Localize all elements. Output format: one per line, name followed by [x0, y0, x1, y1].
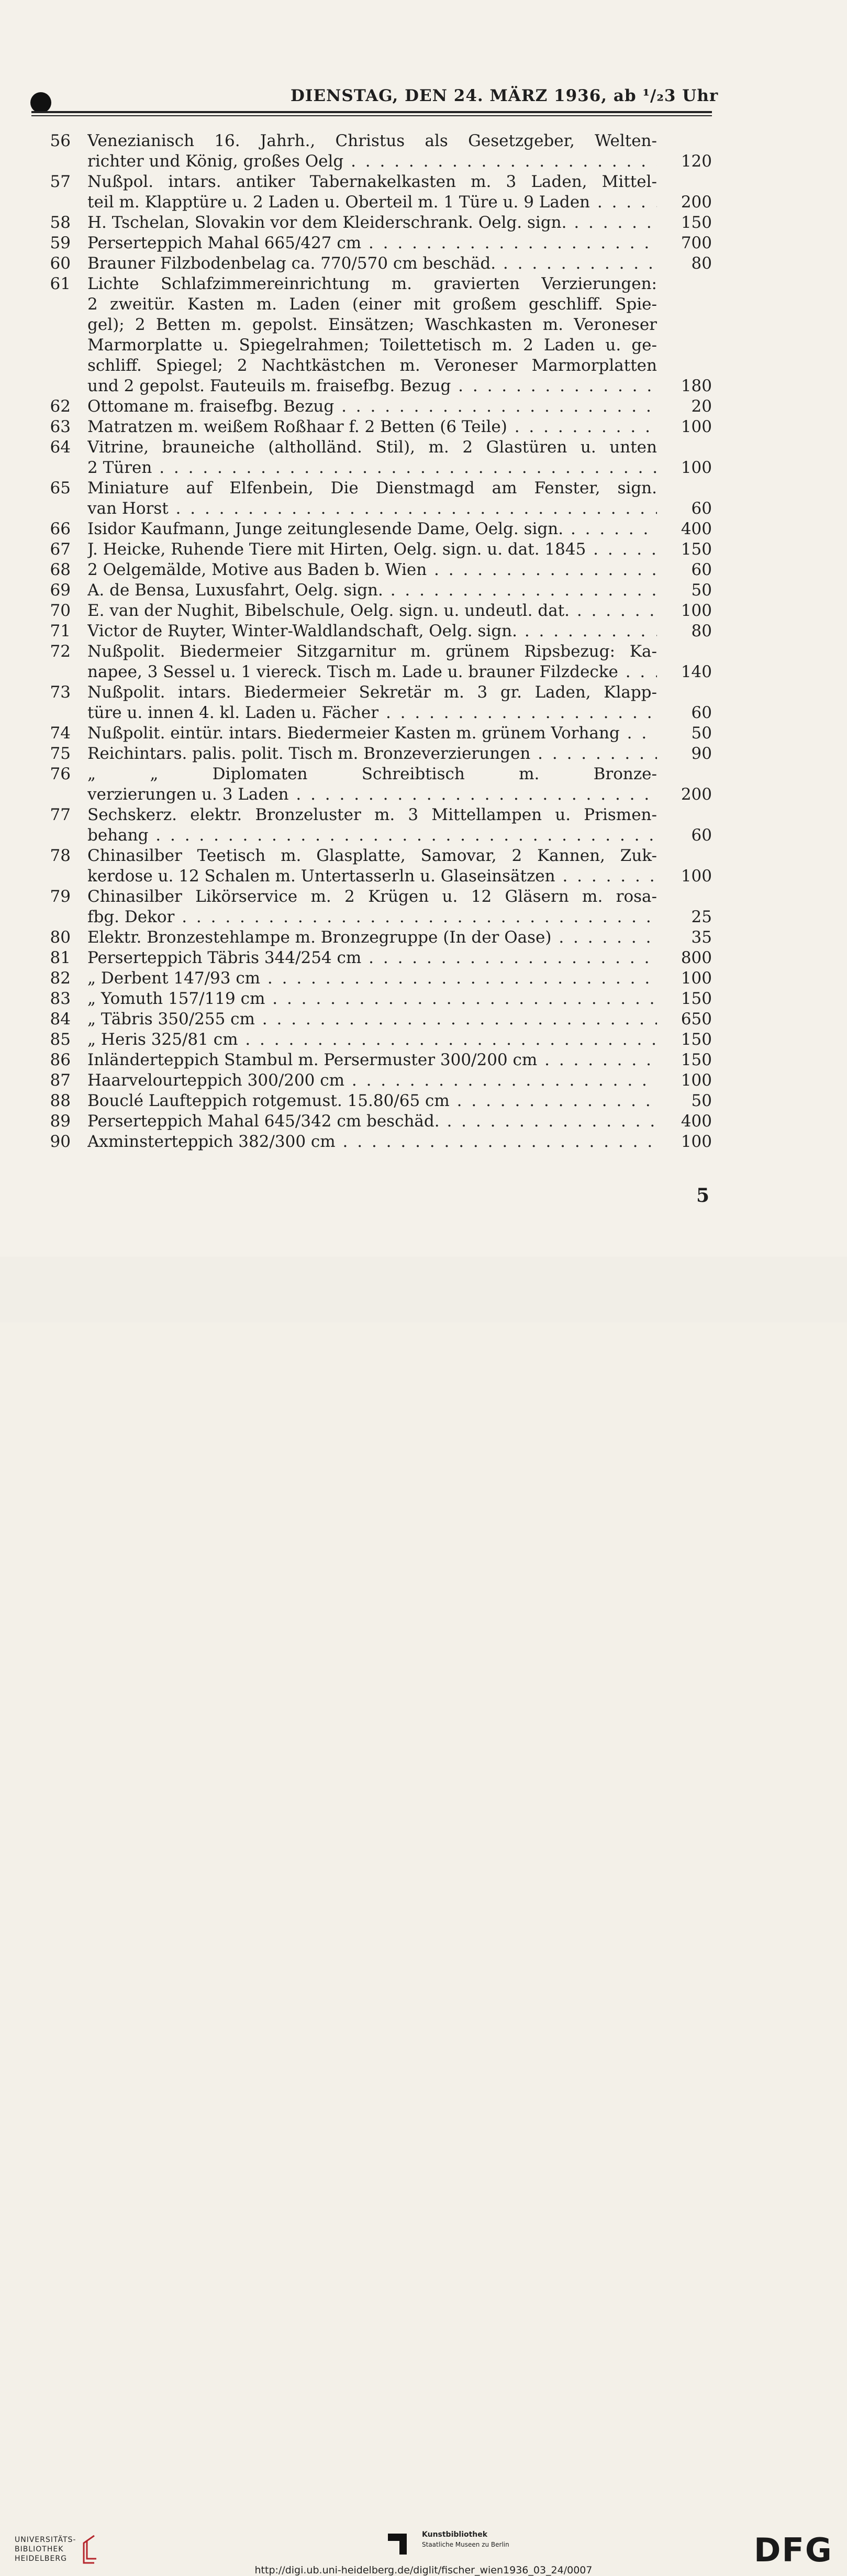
lot-number: 68: [50, 560, 71, 579]
lot-entry: [47, 927, 712, 948]
university-library-icon: [79, 2534, 99, 2566]
lot-entry: [47, 1091, 712, 1111]
lot-line: [47, 560, 712, 580]
lot-line: [47, 744, 712, 764]
lot-description: behang . . .: [87, 825, 657, 846]
lot-line: [47, 131, 712, 151]
lot-description: Miniature auf Elfenbein, Die Dienstmagd am Fenster, sign.: [87, 479, 657, 497]
university-line: BIBLIOTHEK: [15, 2545, 64, 2553]
lot-price: 150: [681, 1051, 712, 1069]
lot-description: gel); 2 Betten m. gepolst. Einsätzen; Waschkasten m. Veroneser: [87, 315, 657, 334]
header-rule-thin: [31, 115, 712, 116]
lot-description: „ Heris 325/81 cm . . .: [87, 1030, 657, 1050]
lot-list: [47, 131, 712, 1152]
lot-line: [47, 396, 712, 417]
lot-price: 150: [681, 989, 712, 1008]
lot-line: [47, 1030, 712, 1050]
lot-number: 74: [50, 724, 71, 743]
lot-line: [47, 989, 712, 1009]
lot-line: [47, 846, 712, 866]
lot-number: 82: [50, 969, 71, 988]
lot-number: 64: [50, 438, 71, 457]
university-library-logo-text: [15, 2535, 76, 2563]
lot-number: 80: [50, 928, 71, 947]
lot-number: 88: [50, 1091, 71, 1110]
lot-line: [47, 662, 712, 682]
lot-price: 100: [681, 1071, 712, 1090]
lot-description: teil m. Klapptüre u. 2 Laden u. Oberteil m. 1 Türe u. 9 Laden . . .: [87, 192, 657, 213]
lot-line: [47, 335, 712, 356]
lot-entry: [47, 539, 712, 560]
lot-line: [47, 825, 712, 846]
lot-description: van Horst . . .: [87, 499, 657, 519]
lot-description: Marmorplatte u. Spiegelrahmen; Toilettetisch m. 2 Laden u. ge-: [87, 336, 657, 355]
lot-description: Axminsterteppich 382/300 cm . . .: [87, 1132, 657, 1152]
lot-price: 400: [681, 1112, 712, 1131]
lot-entry: [47, 1009, 712, 1030]
lot-line: [47, 907, 712, 927]
lot-line: [47, 642, 712, 662]
lot-description: kerdose u. 12 Schalen m. Untertasserln u. Glaseinsätzen . . .: [87, 866, 657, 887]
lot-description: Nußpolit. eintür. intars. Biedermeier Kasten m. grünem Vorhang . . .: [87, 723, 657, 744]
lot-line: [47, 580, 712, 601]
lot-number: 76: [50, 765, 71, 783]
lot-price: 120: [681, 152, 712, 171]
lot-description: 2 Türen . . .: [87, 458, 657, 478]
lot-description: fbg. Dekor . . .: [87, 907, 657, 927]
lot-entry: [47, 131, 712, 172]
lot-line: [47, 172, 712, 192]
kb-subtitle: Staatliche Museen zu Berlin: [422, 2541, 509, 2548]
lot-price: 650: [681, 1010, 712, 1029]
lot-description: 2 zweitür. Kasten m. Laden (einer mit großem geschliff. Spie-: [87, 295, 657, 314]
lot-number: 61: [50, 274, 71, 293]
lot-line: [47, 437, 712, 458]
lot-number: 73: [50, 683, 71, 702]
lot-description: türe u. innen 4. kl. Laden u. Fächer . . .: [87, 703, 657, 723]
lot-entry: [47, 846, 712, 887]
lot-description: Vitrine, brauneiche (altholländ. Stil), m. 2 Glastüren u. unten: [87, 438, 657, 457]
lot-number: 84: [50, 1010, 71, 1029]
lot-number: 78: [50, 846, 71, 865]
lot-entry: [47, 723, 712, 744]
lot-entry: [47, 1132, 712, 1152]
lot-number: 60: [50, 254, 71, 273]
lot-description: Reichintars. palis. polit. Tisch m. Bronzeverzierungen . . .: [87, 744, 657, 764]
catalog-page: [0, 0, 847, 1257]
lot-description: napee, 3 Sessel u. 1 viereck. Tisch m. Lade u. brauner Filzdecke . . .: [87, 662, 657, 682]
lot-entry: [47, 682, 712, 723]
lot-line: [47, 1132, 712, 1152]
lot-entry: [47, 1030, 712, 1050]
lot-number: 58: [50, 213, 71, 232]
lot-number: 72: [50, 642, 71, 661]
lot-line: [47, 539, 712, 560]
lot-description: Isidor Kaufmann, Junge zeitunglesende Dame, Oelg. sign. . . .: [87, 519, 657, 539]
lot-description: und 2 gepolst. Fauteuils m. fraisefbg. Bezug . . .: [87, 376, 657, 396]
lot-entry: [47, 560, 712, 580]
lot-entry: [47, 1111, 712, 1132]
lot-price: 180: [681, 377, 712, 395]
lot-price: 25: [691, 908, 712, 926]
kunstbibliothek-icon: [388, 2530, 415, 2558]
lot-entry: [47, 172, 712, 213]
lot-description: Venezianisch 16. Jahrh., Christus als Gesetzgeber, Welten-: [87, 131, 657, 150]
lot-line: [47, 621, 712, 642]
lot-price: 800: [681, 948, 712, 967]
lot-description: „ Yomuth 157/119 cm . . .: [87, 989, 657, 1009]
lot-number: 75: [50, 744, 71, 763]
lot-entry: [47, 968, 712, 989]
lot-price: 700: [681, 234, 712, 252]
lot-number: 89: [50, 1112, 71, 1131]
lot-description: richter und König, großes Oelg . . .: [87, 151, 657, 172]
lot-number: 70: [50, 601, 71, 620]
lot-description: „ Derbent 147/93 cm . . .: [87, 968, 657, 989]
lot-line: [47, 274, 712, 294]
lot-entry: [47, 213, 712, 233]
lot-entry: [47, 642, 712, 682]
lot-price: 60: [691, 703, 712, 722]
lot-line: [47, 519, 712, 539]
lot-entry: [47, 233, 712, 253]
lot-number: 66: [50, 519, 71, 538]
lot-line: [47, 948, 712, 968]
lot-description: verzierungen u. 3 Laden . . .: [87, 784, 657, 805]
lot-entry: [47, 1070, 712, 1091]
lot-line: [47, 703, 712, 723]
lot-line: [47, 151, 712, 172]
lot-line: [47, 1009, 712, 1030]
lot-entry: [47, 274, 712, 396]
lot-entry: [47, 417, 712, 437]
lot-price: 80: [691, 254, 712, 273]
lot-price: 140: [681, 662, 712, 681]
lot-entry: [47, 764, 712, 805]
lot-price: 100: [681, 601, 712, 620]
lot-description: Chinasilber Likörservice m. 2 Krügen u. 12 Gläsern m. rosa-: [87, 887, 657, 906]
lot-line: [47, 213, 712, 233]
lot-entry: [47, 887, 712, 927]
lot-entry: [47, 989, 712, 1009]
lot-line: [47, 192, 712, 213]
lot-entry: [47, 253, 712, 274]
lot-description: Sechskerz. elektr. Bronzeluster m. 3 Mittellampen u. Prismen-: [87, 805, 657, 824]
lot-line: [47, 887, 712, 907]
lot-number: 87: [50, 1071, 71, 1090]
lot-description: Victor de Ruyter, Winter-Waldlandschaft, Oelg. sign. . . .: [87, 621, 657, 642]
lot-price: 50: [691, 581, 712, 600]
lot-description: Nußpolit. Biedermeier Sitzgarnitur m. grünem Ripsbezug: Ka-: [87, 642, 657, 661]
lot-entry: [47, 478, 712, 519]
lot-entry: [47, 1050, 712, 1070]
lot-description: Elektr. Bronzestehlampe m. Bronzegruppe (In der Oase) . . .: [87, 927, 657, 948]
lot-entry: [47, 437, 712, 478]
page-header: DIENSTAG, DEN 24. MÄRZ 1936, ab ¹/₂3 Uhr: [291, 86, 719, 105]
lot-line: [47, 315, 712, 335]
lot-line: [47, 253, 712, 274]
lot-line: [47, 805, 712, 825]
university-line: UNIVERSITÄTS-: [15, 2536, 76, 2544]
lot-description: Ottomane m. fraisefbg. Bezug . . .: [87, 396, 657, 417]
lot-line: [47, 927, 712, 948]
lot-price: 150: [681, 213, 712, 232]
lot-price: 100: [681, 867, 712, 886]
page-number: 5: [696, 1185, 710, 1207]
lot-number: 67: [50, 540, 71, 559]
lot-price: 100: [681, 969, 712, 988]
lot-description: „ Täbris 350/255 cm . . .: [87, 1009, 657, 1030]
lot-description: J. Heicke, Ruhende Tiere mit Hirten, Oelg. sign. u. dat. 1845 . . .: [87, 539, 657, 560]
lot-description: A. de Bensa, Luxusfahrt, Oelg. sign. . . .: [87, 580, 657, 601]
lot-entry: [47, 580, 712, 601]
lot-price: 35: [691, 928, 712, 947]
dfg-logo: DFG: [754, 2531, 833, 2569]
lot-description: Brauner Filzbodenbelag ca. 770/570 cm beschäd. . . .: [87, 253, 657, 274]
lot-description: Nußpolit. intars. Biedermeier Sekretär m. 3 gr. Laden, Klapp-: [87, 683, 657, 702]
lot-number: 71: [50, 622, 71, 640]
lot-price: 400: [681, 519, 712, 538]
lot-line: [47, 478, 712, 499]
lot-entry: [47, 601, 712, 621]
lot-line: [47, 458, 712, 478]
lot-line: [47, 866, 712, 887]
lot-price: 200: [681, 785, 712, 804]
source-url-link[interactable]: http://digi.ub.uni-heidelberg.de/diglit/fischer_wien1936_03_24/0007: [254, 2564, 593, 2576]
lot-description: H. Tschelan, Slovakin vor dem Kleiderschrank. Oelg. sign. . . .: [87, 213, 657, 233]
footer-bar: [0, 1257, 847, 2576]
lot-line: [47, 294, 712, 315]
lot-number: 59: [50, 234, 71, 252]
lot-line: [47, 376, 712, 396]
lot-line: [47, 1091, 712, 1111]
header-bullet: [30, 92, 51, 113]
lot-number: 81: [50, 948, 71, 967]
lot-number: 65: [50, 479, 71, 497]
lot-line: [47, 233, 712, 253]
lot-line: [47, 784, 712, 805]
lot-description: Matratzen m. weißem Roßhaar f. 2 Betten (6 Teile) . . .: [87, 417, 657, 437]
lot-price: 60: [691, 560, 712, 579]
lot-number: 83: [50, 989, 71, 1008]
lot-price: 60: [691, 826, 712, 845]
lot-price: 150: [681, 1030, 712, 1049]
lot-description: E. van der Nughit, Bibelschule, Oelg. sign. u. undeutl. dat. . . .: [87, 601, 657, 621]
lot-price: 100: [681, 1132, 712, 1151]
university-line: HEIDELBERG: [15, 2555, 67, 2563]
lot-price: 60: [691, 499, 712, 518]
lot-price: 80: [691, 622, 712, 640]
lot-line: [47, 417, 712, 437]
lot-line: [47, 1111, 712, 1132]
lot-price: 100: [681, 417, 712, 436]
lot-line: [47, 1050, 712, 1070]
lot-price: 150: [681, 540, 712, 559]
kunstbibliothek-logo-text: [422, 2530, 509, 2548]
lot-price: 50: [691, 1091, 712, 1110]
lot-description: Perserteppich Mahal 665/427 cm . . .: [87, 233, 657, 253]
lot-line: [47, 723, 712, 744]
lot-line: [47, 499, 712, 519]
lot-entry: [47, 948, 712, 968]
lot-number: 79: [50, 887, 71, 906]
lot-entry: [47, 396, 712, 417]
header-rule: [31, 111, 712, 113]
lot-description: „ „ Diplomaten Schreibtisch m. Bronze-: [87, 765, 657, 783]
kb-title: Kunstbibliothek: [422, 2530, 488, 2539]
lot-entry: [47, 519, 712, 539]
lot-number: 86: [50, 1051, 71, 1069]
lot-description: Haarvelourteppich 300/200 cm . . .: [87, 1070, 657, 1091]
lot-description: 2 Oelgemälde, Motive aus Baden b. Wien . . .: [87, 560, 657, 580]
lot-line: [47, 764, 712, 784]
lot-price: 50: [691, 724, 712, 743]
lot-line: [47, 968, 712, 989]
lot-line: [47, 1070, 712, 1091]
lot-description: schliff. Spiegel; 2 Nachtkästchen m. Veroneser Marmorplatten: [87, 356, 657, 375]
lot-number: 62: [50, 397, 71, 416]
lot-description: Lichte Schlafzimmereinrichtung m. gravierten Verzierungen:: [87, 274, 657, 293]
lot-price: 20: [691, 397, 712, 416]
lot-description: Perserteppich Mahal 645/342 cm beschäd. . . .: [87, 1111, 657, 1132]
lot-entry: [47, 744, 712, 764]
lot-line: [47, 682, 712, 703]
lot-number: 90: [50, 1132, 71, 1151]
lot-number: 56: [50, 131, 71, 150]
lot-description: Nußpol. intars. antiker Tabernakelkasten m. 3 Laden, Mittel-: [87, 172, 657, 191]
lot-number: 57: [50, 172, 71, 191]
lot-number: 77: [50, 805, 71, 824]
lot-line: [47, 356, 712, 376]
lot-entry: [47, 621, 712, 642]
lot-price: 100: [681, 458, 712, 477]
lot-price: 200: [681, 193, 712, 212]
lot-price: 90: [691, 744, 712, 763]
lot-number: 69: [50, 581, 71, 600]
lot-number: 85: [50, 1030, 71, 1049]
lot-line: [47, 601, 712, 621]
lot-entry: [47, 805, 712, 846]
lot-description: Bouclé Laufteppich rotgemust. 15.80/65 cm . . .: [87, 1091, 657, 1111]
lot-number: 63: [50, 417, 71, 436]
lot-description: Inländerteppich Stambul m. Persermuster 300/200 cm . . .: [87, 1050, 657, 1070]
lot-description: Perserteppich Täbris 344/254 cm . . .: [87, 948, 657, 968]
lot-description: Chinasilber Teetisch m. Glasplatte, Samovar, 2 Kannen, Zuk-: [87, 846, 657, 865]
